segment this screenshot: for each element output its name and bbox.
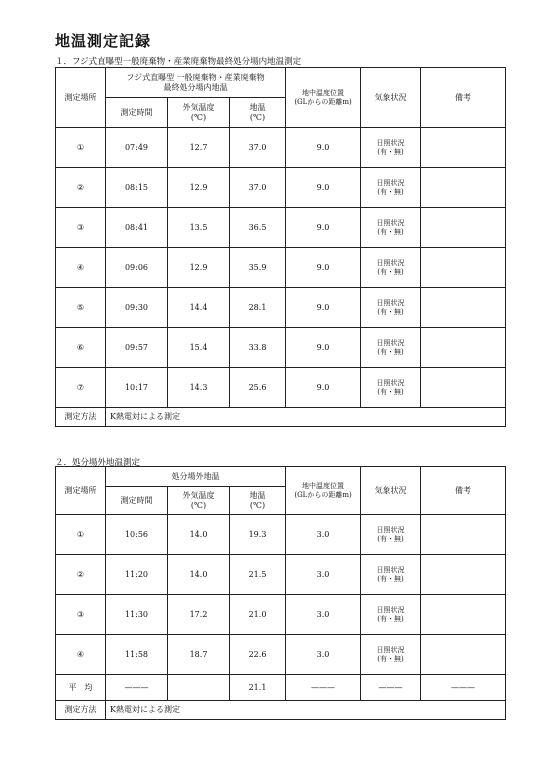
header-time: 測定時間 (106, 487, 168, 515)
air-temp-cell: 12.9 (168, 248, 230, 288)
table-row (56, 168, 506, 208)
site-cell: ③ (56, 595, 106, 635)
weather-cell (361, 208, 421, 248)
header-site: 測定場所 (56, 68, 106, 128)
depth-cell: 9.0 (286, 368, 361, 408)
ground-temp-cell: 25.6 (230, 368, 286, 408)
header-air-temp: 外気温度 (℃) (168, 487, 230, 515)
weather-label: 日照状況 (376, 178, 405, 187)
depth-cell: 9.0 (286, 128, 361, 168)
remarks-cell (421, 248, 506, 288)
remarks-cell (421, 555, 506, 595)
ground-temp-cell: 33.8 (230, 328, 286, 368)
weather-cell (361, 128, 421, 168)
weather-cell (361, 555, 421, 595)
air-temp-cell: 14.0 (168, 515, 230, 555)
table-row (56, 248, 506, 288)
depth-cell: 9.0 (286, 288, 361, 328)
time-cell: 11:58 (106, 635, 168, 675)
avg-time: ——— (106, 675, 168, 701)
time-cell: 11:30 (106, 595, 168, 635)
time-cell: 11:20 (106, 555, 168, 595)
table-row (56, 595, 506, 635)
ground-temp-cell: 22.6 (230, 635, 286, 675)
remarks-cell (421, 368, 506, 408)
table-row (56, 328, 506, 368)
weather-label: 日照状況 (376, 218, 405, 227)
method-text: K熱電対による測定 (106, 408, 506, 427)
weather-value: (有・無) (377, 387, 404, 396)
time-cell: 09:06 (106, 248, 168, 288)
header-site: 測定場所 (56, 467, 106, 515)
method-label: 測定方法 (56, 701, 106, 720)
avg-remarks: ——— (421, 675, 506, 701)
avg-depth: ——— (286, 675, 361, 701)
table-row (56, 208, 506, 248)
table-row (56, 368, 506, 408)
site-cell: ② (56, 168, 106, 208)
header-depth: 地中温度位置 (GLからの距離m) (286, 68, 361, 128)
weather-value: (有・無) (377, 347, 404, 356)
weather-value: (有・無) (377, 147, 404, 156)
weather-value: (有・無) (377, 187, 404, 196)
remarks-cell (421, 515, 506, 555)
weather-cell (361, 595, 421, 635)
weather-label: 日照状況 (376, 338, 405, 347)
depth-cell: 3.0 (286, 555, 361, 595)
depth-cell: 9.0 (286, 208, 361, 248)
time-cell: 09:57 (106, 328, 168, 368)
weather-value: (有・無) (377, 307, 404, 316)
avg-label: 平 均 (56, 675, 106, 701)
site-cell: ④ (56, 248, 106, 288)
table-row (56, 288, 506, 328)
time-cell: 09:30 (106, 288, 168, 328)
header-ground-temp: 地温 (℃) (230, 487, 286, 515)
depth-cell: 3.0 (286, 515, 361, 555)
site-cell: ④ (56, 635, 106, 675)
weather-value: (有・無) (377, 614, 404, 623)
weather-label: 日照状況 (376, 258, 405, 267)
weather-label: 日照状況 (376, 298, 405, 307)
weather-label: 日照状況 (376, 378, 405, 387)
ground-temp-cell: 28.1 (230, 288, 286, 328)
ground-temp-cell: 35.9 (230, 248, 286, 288)
weather-value: (有・無) (377, 654, 404, 663)
depth-cell: 9.0 (286, 168, 361, 208)
remarks-cell (421, 168, 506, 208)
time-cell: 08:41 (106, 208, 168, 248)
table-row (56, 515, 506, 555)
depth-cell: 9.0 (286, 328, 361, 368)
weather-value: (有・無) (377, 574, 404, 583)
site-cell: ⑤ (56, 288, 106, 328)
remarks-cell (421, 635, 506, 675)
site-cell: ⑦ (56, 368, 106, 408)
page-title: 地温測定記録 (55, 32, 152, 50)
weather-cell (361, 248, 421, 288)
remarks-cell (421, 288, 506, 328)
air-temp-cell: 14.0 (168, 555, 230, 595)
header-depth: 地中温度位置 (GLからの距離m) (286, 467, 361, 515)
avg-weather: ——— (361, 675, 421, 701)
header-time: 測定時間 (106, 98, 168, 128)
header-group: フジ式直曝型 一般廃棄物・産業廃棄物 最終処分場内地温 (106, 68, 286, 98)
table-row (56, 128, 506, 168)
header-weather: 気象状況 (361, 467, 421, 515)
table-row (56, 635, 506, 675)
remarks-cell (421, 128, 506, 168)
ground-temp-cell: 37.0 (230, 128, 286, 168)
weather-cell (361, 288, 421, 328)
air-temp-cell: 14.4 (168, 288, 230, 328)
header-group: 処分場外地温 (106, 467, 286, 487)
depth-cell: 3.0 (286, 595, 361, 635)
time-cell: 08:15 (106, 168, 168, 208)
air-temp-cell: 15.4 (168, 328, 230, 368)
weather-label: 日照状況 (376, 138, 405, 147)
weather-label: 日照状況 (376, 605, 405, 614)
method-label: 測定方法 (56, 408, 106, 427)
ground-temp-cell: 19.3 (230, 515, 286, 555)
air-temp-cell: 12.9 (168, 168, 230, 208)
weather-label: 日照状況 (376, 525, 405, 534)
site-cell: ① (56, 128, 106, 168)
weather-value: (有・無) (377, 534, 404, 543)
ground-temp-cell: 21.5 (230, 555, 286, 595)
ground-temp-cell: 21.0 (230, 595, 286, 635)
site-cell: ⑥ (56, 328, 106, 368)
time-cell: 10:56 (106, 515, 168, 555)
ground-temp-cell: 36.5 (230, 208, 286, 248)
air-temp-cell: 14.3 (168, 368, 230, 408)
weather-value: (有・無) (377, 227, 404, 236)
site-cell: ① (56, 515, 106, 555)
section2-heading: ２．処分場外地温測定 (55, 458, 141, 468)
depth-cell: 3.0 (286, 635, 361, 675)
depth-cell: 9.0 (286, 248, 361, 288)
air-temp-cell: 13.5 (168, 208, 230, 248)
method-text: K熱電対による測定 (106, 701, 506, 720)
time-cell: 10:17 (106, 368, 168, 408)
header-remarks: 備考 (421, 68, 506, 128)
air-temp-cell: 12.7 (168, 128, 230, 168)
remarks-cell (421, 328, 506, 368)
ground-temp-cell: 37.0 (230, 168, 286, 208)
weather-cell (361, 328, 421, 368)
time-cell: 07:49 (106, 128, 168, 168)
header-weather: 気象状況 (361, 68, 421, 128)
header-remarks: 備考 (421, 467, 506, 515)
weather-cell (361, 635, 421, 675)
inside-temperature-table (55, 67, 506, 427)
outside-temperature-table (55, 466, 506, 720)
air-temp-cell: 18.7 (168, 635, 230, 675)
weather-value: (有・無) (377, 267, 404, 276)
weather-cell (361, 368, 421, 408)
weather-cell (361, 168, 421, 208)
table-row (56, 555, 506, 595)
header-ground-temp: 地温 (℃) (230, 98, 286, 128)
section1-heading: １．フジ式直曝型一般廃棄物・産業廃棄物最終処分場内地温測定 (55, 57, 302, 67)
weather-label: 日照状況 (376, 645, 405, 654)
site-cell: ③ (56, 208, 106, 248)
air-temp-cell: 17.2 (168, 595, 230, 635)
avg-ground: 21.1 (230, 675, 286, 701)
site-cell: ② (56, 555, 106, 595)
remarks-cell (421, 595, 506, 635)
weather-label: 日照状況 (376, 565, 405, 574)
avg-air (168, 675, 230, 701)
weather-cell (361, 515, 421, 555)
header-air-temp: 外気温度 (℃) (168, 98, 230, 128)
remarks-cell (421, 208, 506, 248)
